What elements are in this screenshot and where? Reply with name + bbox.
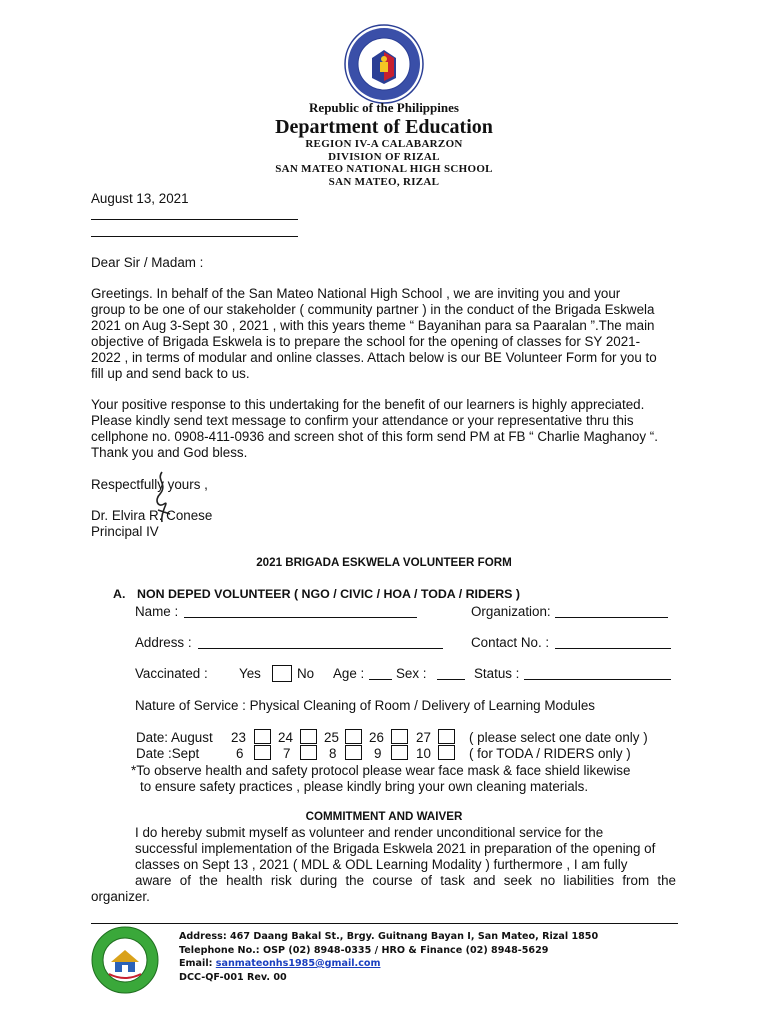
waiver-line: I do hereby submit myself as volunteer and render unconditional service for the bbox=[135, 825, 604, 840]
letter-paragraph-1 bbox=[91, 286, 657, 382]
sept-day: 9 bbox=[374, 746, 382, 761]
waiver-title: COMMITMENT AND WAIVER bbox=[305, 810, 463, 823]
footer-divider bbox=[91, 923, 678, 924]
organization-label: Organization: bbox=[471, 604, 551, 619]
aug-23-checkbox[interactable] bbox=[254, 729, 271, 744]
letter-paragraph-2 bbox=[91, 397, 658, 461]
age-label: Age : bbox=[333, 666, 365, 681]
paragraph-line: Thank you and God bless. bbox=[91, 445, 248, 460]
recipient-line-2[interactable] bbox=[91, 236, 298, 237]
date-august-label: Date: August bbox=[136, 730, 213, 745]
salutation: Dear Sir / Madam : bbox=[91, 255, 204, 270]
sept-9-checkbox[interactable] bbox=[391, 745, 408, 760]
letter-date: August 13, 2021 bbox=[91, 191, 189, 206]
safety-note-1: *To observe health and safety protocol please wear face mask & face shield likewise bbox=[131, 763, 631, 778]
sept-10-checkbox[interactable] bbox=[438, 745, 455, 760]
waiver-line: aware of the health risk during the course of task and seek no liabilities from the bbox=[135, 873, 676, 888]
form-title: 2021 BRIGADA ESKWELA VOLUNTEER FORM bbox=[256, 556, 512, 569]
sept-6-checkbox[interactable] bbox=[254, 745, 271, 760]
contact-field[interactable] bbox=[555, 648, 671, 649]
footer-email: Email: sanmateonhs1985@gmail.com bbox=[179, 958, 381, 969]
footer-address: Address: 467 Daang Bakal St., Brgy. Guitnang Bayan I, San Mateo, Rizal 1850 bbox=[179, 931, 599, 942]
vaccinated-no-label: No bbox=[297, 666, 315, 681]
waiver-line: organizer. bbox=[91, 889, 150, 904]
address-label: Address : bbox=[135, 635, 192, 650]
vaccinated-checkbox[interactable] bbox=[272, 665, 292, 682]
date-sept-label: Date :Sept bbox=[136, 746, 200, 761]
status-field[interactable] bbox=[524, 679, 671, 680]
contact-label: Contact No. : bbox=[471, 635, 550, 650]
sept-day: 6 bbox=[236, 746, 244, 761]
location-line: SAN MATEO, RIZAL bbox=[328, 176, 440, 188]
school-line: SAN MATEO NATIONAL HIGH SCHOOL bbox=[275, 163, 493, 175]
doc-code: DCC-QF-001 Rev. 00 bbox=[179, 972, 287, 983]
paragraph-line: 2021 on Aug 3-Sept 30 , 2021 , with this years theme “ Bayanihan para sa Paaralan ”.The main bbox=[91, 318, 655, 333]
paragraph-line: group to be one of our stakeholder ( community partner ) in the conduct of the Brigada Eskwela bbox=[91, 302, 655, 317]
school-logo-icon bbox=[91, 926, 159, 994]
sex-label: Sex : bbox=[396, 666, 427, 681]
aug-day: 26 bbox=[369, 730, 384, 745]
paragraph-line: Greetings. In behalf of the San Mateo National High School , we are inviting you and your bbox=[91, 286, 621, 301]
vaccinated-label: Vaccinated : bbox=[135, 666, 208, 681]
sept-7-checkbox[interactable] bbox=[300, 745, 317, 760]
aug-day: 24 bbox=[278, 730, 293, 745]
waiver-line: classes on Sept 13 , 2021 ( MDL & ODL Learning Modality ) furthermore , I am fully bbox=[135, 857, 628, 872]
division-line: DIVISION OF RIZAL bbox=[328, 151, 440, 163]
waiver-line: successful implementation of the Brigada Eskwela 2021 in preparation of the opening of bbox=[135, 841, 656, 856]
section-a-title: NON DEPED VOLUNTEER ( NGO / CIVIC / HOA / TODA / RIDERS ) bbox=[137, 587, 520, 601]
recipient-line-1[interactable] bbox=[91, 219, 298, 220]
paragraph-line: objective of Brigada Eskwela is to prepare the school for the opening of classes for SY 2021- bbox=[91, 334, 641, 349]
region-line: REGION IV-A CALABARZON bbox=[305, 138, 463, 150]
footer-telephone: Telephone No.: OSP (02) 8948-0335 / HRO & Finance (02) 8948-5629 bbox=[179, 945, 549, 956]
organization-field[interactable] bbox=[555, 617, 668, 618]
signatory-name: Dr. Elvira R. Conese bbox=[91, 508, 213, 523]
safety-note-2: to ensure safety practices , please kindly bring your own cleaning materials. bbox=[140, 779, 589, 794]
paragraph-line: 2022 , in terms of modular and online classes. Attach below is our BE Volunteer Form for you to bbox=[91, 350, 657, 365]
paragraph-line: cellphone no. 0908-411-0936 and screen shot of this form send PM at FB “ Charlie Maghanoy “. bbox=[91, 429, 658, 444]
aug-27-checkbox[interactable] bbox=[438, 729, 455, 744]
address-field[interactable] bbox=[198, 648, 443, 649]
aug-26-checkbox[interactable] bbox=[391, 729, 408, 744]
aug-24-checkbox[interactable] bbox=[300, 729, 317, 744]
email-link[interactable]: sanmateonhs1985@gmail.com bbox=[215, 958, 381, 969]
paragraph-line: Please kindly send text message to confirm your attendance or your representative thru this bbox=[91, 413, 634, 428]
nature-of-service: Nature of Service : Physical Cleaning of Room / Delivery of Learning Modules bbox=[135, 698, 595, 713]
paragraph-line: Your positive response to this undertaking for the benefit of our learners is highly appreciated. bbox=[91, 397, 645, 412]
signatory-position: Principal IV bbox=[91, 524, 159, 539]
aug-25-checkbox[interactable] bbox=[345, 729, 362, 744]
department-title: Department of Education bbox=[275, 116, 493, 138]
sept-day: 10 bbox=[416, 746, 431, 761]
sept-8-checkbox[interactable] bbox=[345, 745, 362, 760]
aug-day: 27 bbox=[416, 730, 431, 745]
sex-field[interactable] bbox=[437, 679, 465, 680]
deped-seal-icon bbox=[344, 24, 424, 104]
status-label: Status : bbox=[474, 666, 520, 681]
section-letter: A. bbox=[113, 587, 126, 601]
sept-day: 8 bbox=[329, 746, 337, 761]
name-label: Name : bbox=[135, 604, 179, 619]
republic-line: Republic of the Philippines bbox=[309, 100, 459, 115]
aug-day: 23 bbox=[231, 730, 246, 745]
closing: Respectfully yours , bbox=[91, 477, 208, 492]
aug-day: 25 bbox=[324, 730, 339, 745]
sept-note: ( for TODA / RIDERS only ) bbox=[469, 746, 631, 761]
name-field[interactable] bbox=[184, 617, 417, 618]
vaccinated-yes-label: Yes bbox=[239, 666, 261, 681]
sept-day: 7 bbox=[283, 746, 291, 761]
paragraph-line: fill up and send back to us. bbox=[91, 366, 250, 381]
aug-note: ( please select one date only ) bbox=[469, 730, 648, 745]
age-field[interactable] bbox=[369, 679, 392, 680]
